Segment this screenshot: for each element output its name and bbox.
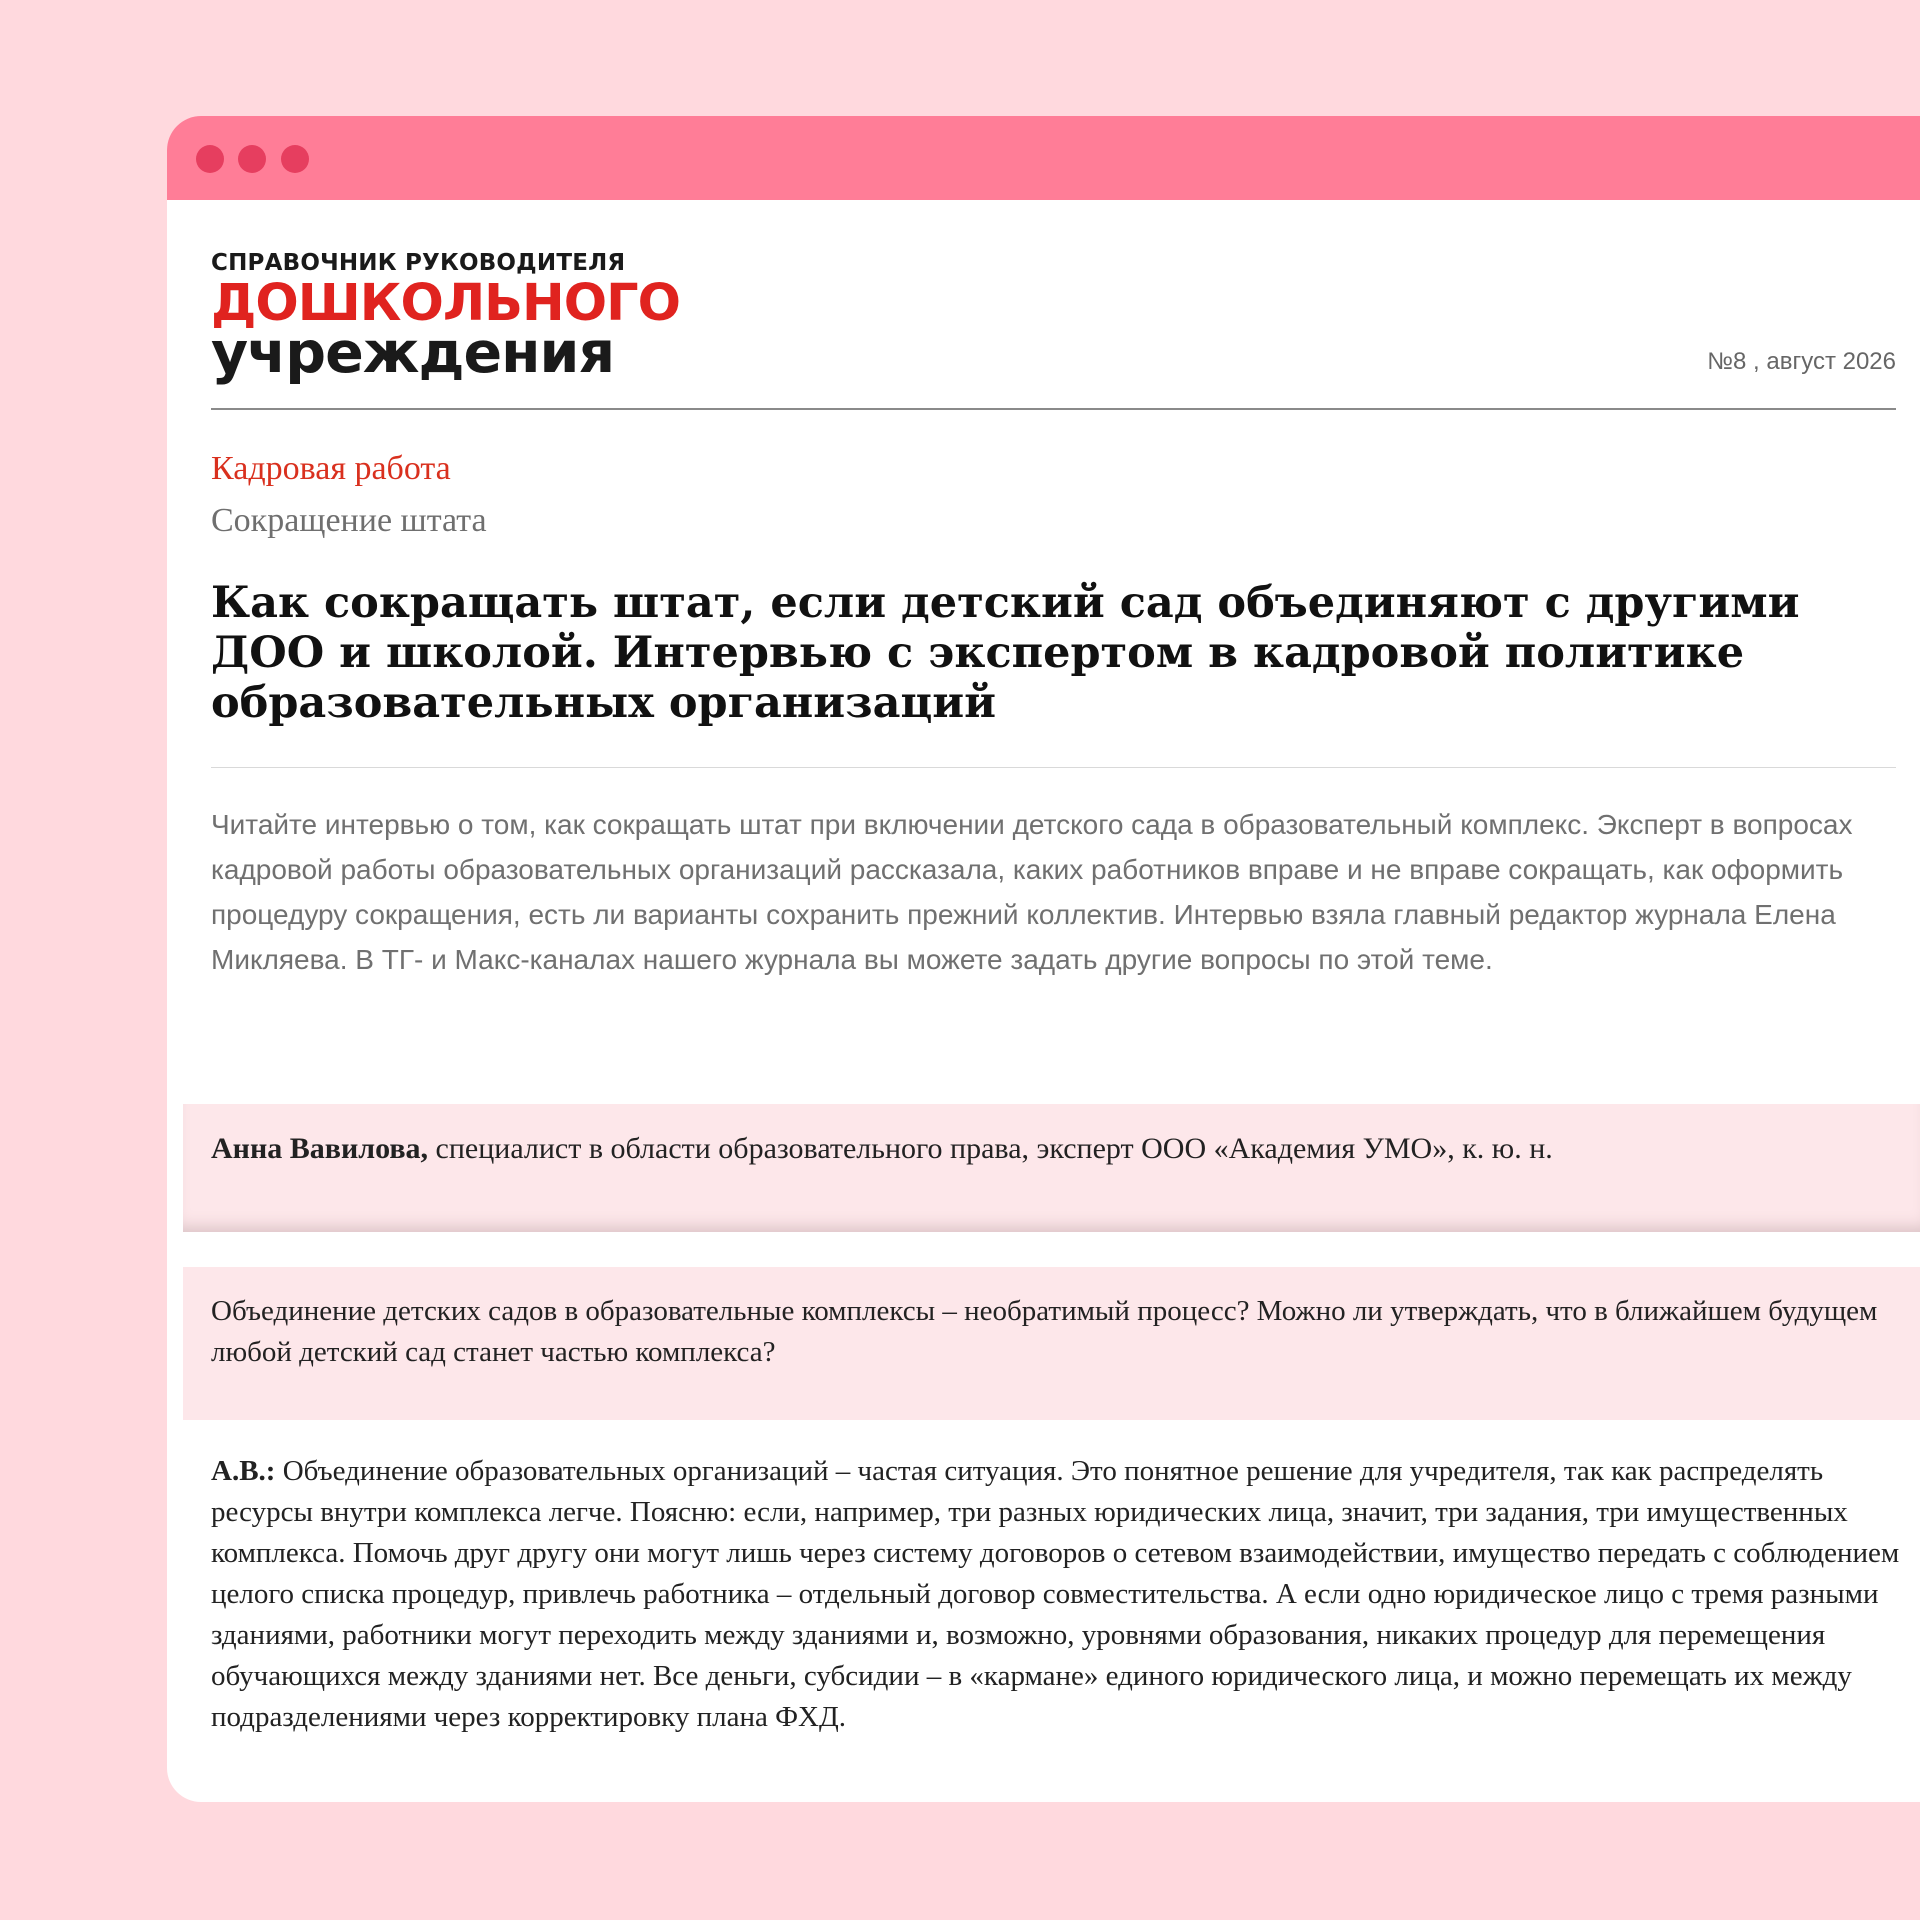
article-title: Как сокращать штат, если детский сад объединяют с другими ДОО и школой. Интервью с экспертом в кадровой политике образовательных организаций: [211, 578, 1800, 728]
question-block: [183, 1267, 1920, 1420]
window-dot-icon[interactable]: [281, 145, 309, 173]
title-divider: [211, 767, 1896, 768]
expert-description: специалист в области образовательного права, эксперт ООО «Академия УМО», к. ю. н.: [428, 1132, 1553, 1165]
rubric-link[interactable]: Кадровая работа: [211, 450, 451, 487]
interview-answer: [211, 1451, 1901, 1738]
article-lead: Читайте интервью о том, как сокращать штат при включении детского сада в образовательный комплекс. Эксперт в вопросах кадровой работы образовательных организаций рассказала, каких работников вправе и не вправе сокращать, как оформить процедуру сокращения, есть ли варианты сохранить прежний коллектив. Интервью взяла главный редактор журнала Елена Микляева. В ТГ- и Макс-каналах нашего журнала вы можете задать другие вопросы по этой теме.: [211, 809, 1853, 975]
expert-info: [211, 1132, 1900, 1166]
magazine-logo[interactable]: [211, 250, 680, 386]
window-titlebar: [167, 116, 1920, 200]
window-dot-icon[interactable]: [238, 145, 266, 173]
browser-window: [167, 116, 1920, 1802]
interview-question: Объединение детских садов в образовательные комплексы – необратимый процесс? Можно ли утверждать, что в ближайшем будущем любой детский сад станет частью комплекса?: [211, 1295, 1878, 1368]
expert-card: [183, 1104, 1920, 1232]
expert-name: Анна Вавилова,: [211, 1132, 429, 1165]
header-divider: [211, 408, 1896, 410]
answer-text: Объединение образовательных организаций – частая ситуация. Это понятное решение для учредителя, так как распределять ресурсы внутри комплекса легче. Поясню: если, например, три разных юридических лица, значит, три задания, три имущественных комплекса. Помочь друг другу они могут лишь через систему договоров о сетевом взаимодействии, имущество передать с соблюдением целого списка процедур, привлечь работника – отдельный договор совместительства. А если одно юридическое лицо с тремя разными зданиями, работники могут переходить между зданиями и, возможно, уровнями образования, никаких процедур для перемещения обучающихся между зданиями нет. Все деньги, субсидии – в «кармане» единого юридического лица, и можно перемещать их между подразделениями через корректировку плана ФХД.: [211, 1455, 1900, 1733]
logo-line-2: ДОШКОЛЬНОГО: [211, 274, 680, 333]
logo-line-1: СПРАВОЧНИК РУКОВОДИТЕЛЯ: [211, 250, 626, 276]
window-dot-icon[interactable]: [196, 145, 224, 173]
logo-line-3: учреждения: [211, 320, 615, 386]
issue-info: №8 , август 2026: [1707, 348, 1896, 375]
answer-speaker: А.В.:: [211, 1455, 276, 1487]
subrubric-link[interactable]: Сокращение штата: [211, 502, 487, 539]
